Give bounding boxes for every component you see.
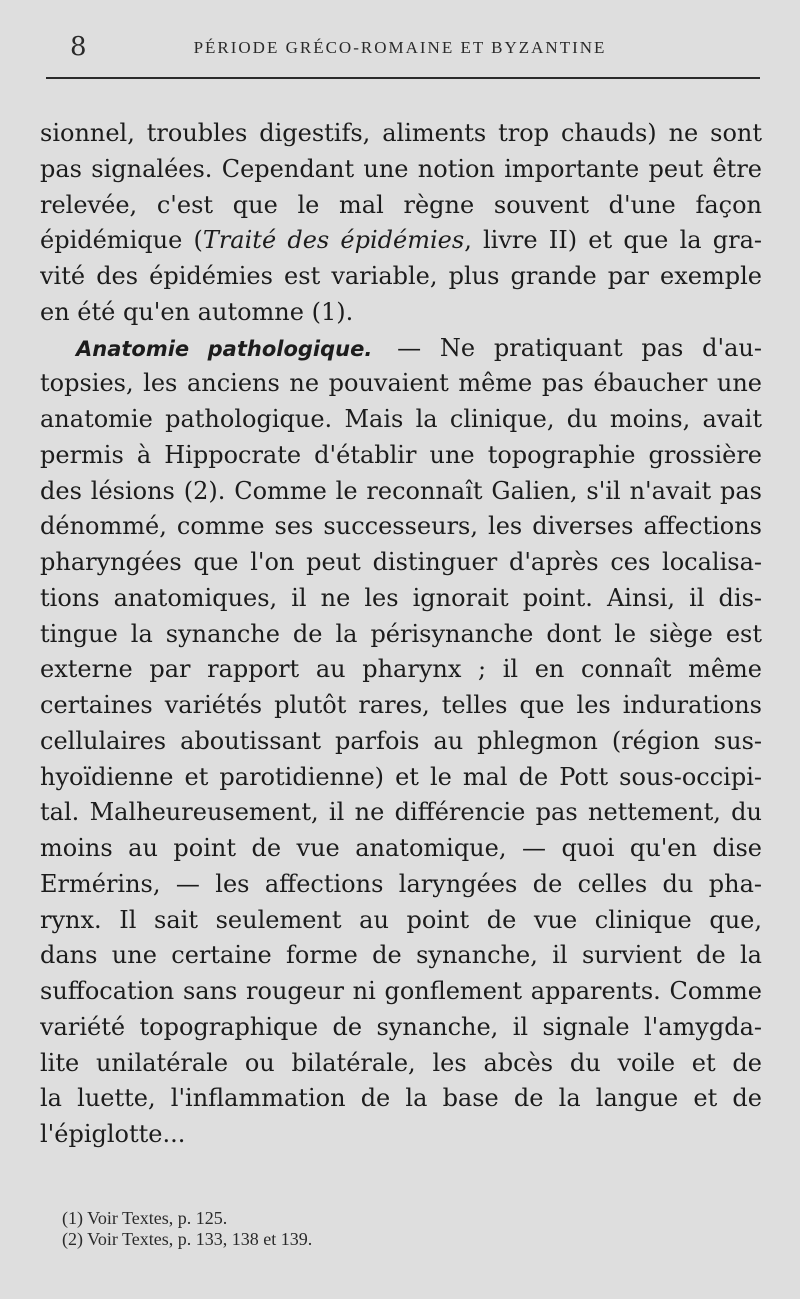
text-line: cellulaires aboutissant parfois au phlegmon (région sus- — [40, 726, 762, 755]
footnotes — [62, 1208, 562, 1250]
text-line: moins au point de vue anatomique, — quoi qu'en dise — [40, 834, 762, 862]
text-line: externe par rapport au pharynx ; il en connaît même — [40, 655, 762, 684]
text-line: rynx. Il sait seulement au point de vue clinique que, — [40, 905, 762, 934]
text-line: pas signalées. Cependant une notion importante peut être — [40, 154, 762, 183]
text-line: l'épiglotte... — [40, 1120, 186, 1148]
line-part: épidémique ( — [40, 226, 203, 255]
text-line: vité des épidémies est variable, plus grande par exemple — [40, 262, 762, 290]
text-line: des lésions (2). Comme le reconnaît Galien, s'il n'avait pas — [40, 476, 762, 505]
section-heading: Anatomie pathologique. — [76, 336, 373, 361]
body-text — [40, 116, 762, 1153]
text-line: pharyngées que l'on peut distinguer d'après ces localisa- — [40, 548, 762, 576]
text-line: dénommé, comme ses successeurs, les diverses affections — [40, 512, 762, 541]
text-line: dans une certaine forme de synanche, il survient de la — [40, 941, 762, 970]
footnote: (1) Voir Textes, p. 125. — [62, 1208, 228, 1228]
text-line — [40, 223, 762, 259]
text-line: relevée, c'est que le mal règne souvent d'une façon — [40, 190, 762, 219]
text-line: permis à Hippocrate d'établir une topographie grossière — [40, 440, 762, 469]
line-part: , livre II) et que la gra- — [464, 226, 762, 255]
running-title: PÉRIODE GRÉCO-ROMAINE ET BYZANTINE — [193, 38, 607, 57]
work-title: Traité des épidémies — [202, 226, 465, 255]
header-rule — [46, 77, 760, 79]
text-line — [40, 331, 762, 367]
text-line: Ermérins, — les affections laryngées de celles du pha- — [40, 869, 762, 898]
text-line: suffocation sans rougeur ni gonflement apparents. Comme — [40, 977, 762, 1005]
text-line: tal. Malheureusement, il ne différencie pas nettement, du — [40, 798, 762, 827]
text-line: la luette, l'inflammation de la base de la langue et de — [40, 1084, 762, 1113]
text-line: en été qu'en automne (1). — [40, 297, 354, 326]
text-line: topsies, les anciens ne pouvaient même pas ébaucher une — [40, 369, 762, 398]
page-number: 8 — [70, 32, 87, 62]
text-line: tions anatomiques, il ne les ignorait point. Ainsi, il dis- — [40, 583, 762, 612]
text-line: lite unilatérale ou bilatérale, les abcès du voile et de — [40, 1048, 762, 1077]
text-line: sionnel, troubles digestifs, aliments trop chauds) ne sont — [40, 119, 762, 147]
text-line: hyoïdienne et parotidienne) et le mal de Pott sous-occipi- — [40, 762, 762, 791]
footnote: (2) Voir Textes, p. 133, 138 et 139. — [62, 1229, 313, 1249]
text-line: anatomie pathologique. Mais la clinique, du moins, avait — [40, 405, 762, 433]
line-part: — Ne pratiquant pas d'au- — [397, 333, 762, 362]
text-line: variété topographique de synanche, il signale l'amygda- — [40, 1012, 762, 1041]
text-line: tingue la synanche de la périsynanche dont le siège est — [40, 619, 762, 648]
text-line: certaines variétés plutôt rares, telles que les indurations — [40, 691, 762, 719]
